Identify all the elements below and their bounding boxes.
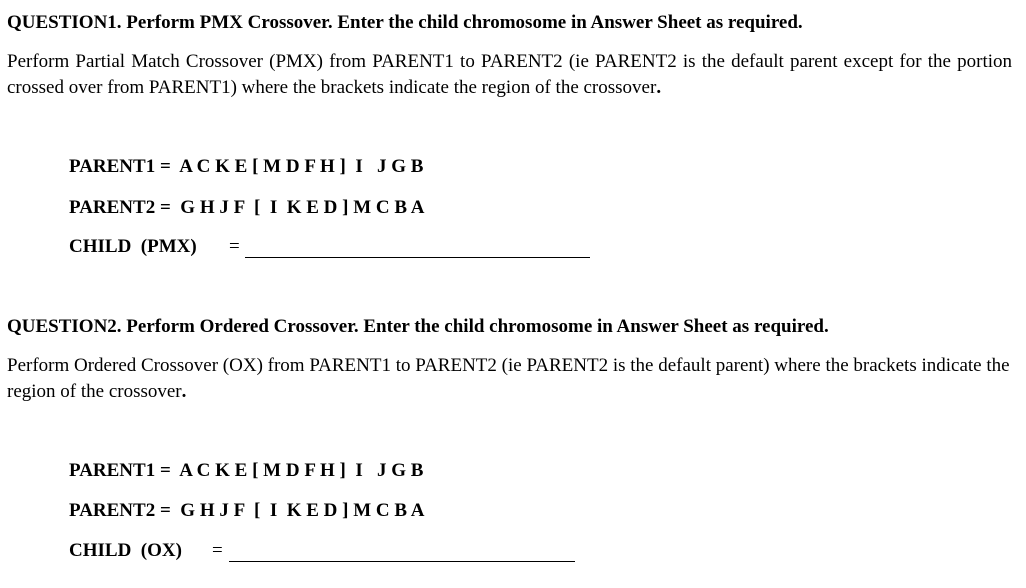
question2-child-label: CHILD (OX)	[69, 540, 182, 561]
question1-parent1-label: PARENT1 =	[69, 156, 171, 177]
question1-child-label: CHILD (PMX)	[69, 236, 197, 257]
question1-parent2-row	[69, 197, 424, 219]
question2-child-row	[69, 540, 182, 562]
question2-parent1-label: PARENT1 =	[69, 460, 171, 481]
question1-heading: QUESTION1. Perform PMX Crossover. Enter the child chromosome in Answer Sheet as required.	[7, 12, 803, 33]
question1-parent2-chromosome: G H J F [ I K E D ] M C B A	[180, 197, 425, 218]
question2-instructions	[7, 353, 1012, 405]
question1-instructions-period: .	[656, 77, 662, 98]
question2-child-answer-blank[interactable]	[229, 561, 575, 562]
question1-instructions-text: Perform Partial Match Crossover (PMX) from PARENT1 to PARENT2 (ie PARENT2 is the default parent except for the portion crossed over from PARENT1) where the brackets indicate the region of the crossover	[7, 51, 1012, 98]
question1-child-answer-blank[interactable]	[245, 257, 590, 258]
question2-child-equals: =	[212, 540, 223, 561]
question2-instructions-text: Perform Ordered Crossover (OX) from PARENT1 to PARENT2 (ie PARENT2 is the default parent) where the brackets indicate the region of the crossover	[7, 355, 1010, 402]
question2-parent2-label: PARENT2 =	[69, 500, 171, 521]
question2-heading: QUESTION2. Perform Ordered Crossover. Enter the child chromosome in Answer Sheet as required.	[7, 316, 829, 337]
question2-instructions-period: .	[181, 381, 187, 402]
question1-parent2-label: PARENT2 =	[69, 197, 171, 218]
question2-parent1-chromosome: A C K E [ M D F H ] I J G B	[179, 460, 424, 481]
question2-parent1-row	[69, 460, 423, 482]
question1-parent1-row	[69, 156, 423, 178]
question2-parent2-chromosome: G H J F [ I K E D ] M C B A	[180, 500, 425, 521]
question1-child-row	[69, 236, 197, 258]
question1-child-equals: =	[229, 236, 240, 257]
question1-parent1-chromosome: A C K E [ M D F H ] I J G B	[179, 156, 424, 177]
question1-instructions	[7, 49, 1012, 101]
question2-parent2-row	[69, 500, 424, 522]
